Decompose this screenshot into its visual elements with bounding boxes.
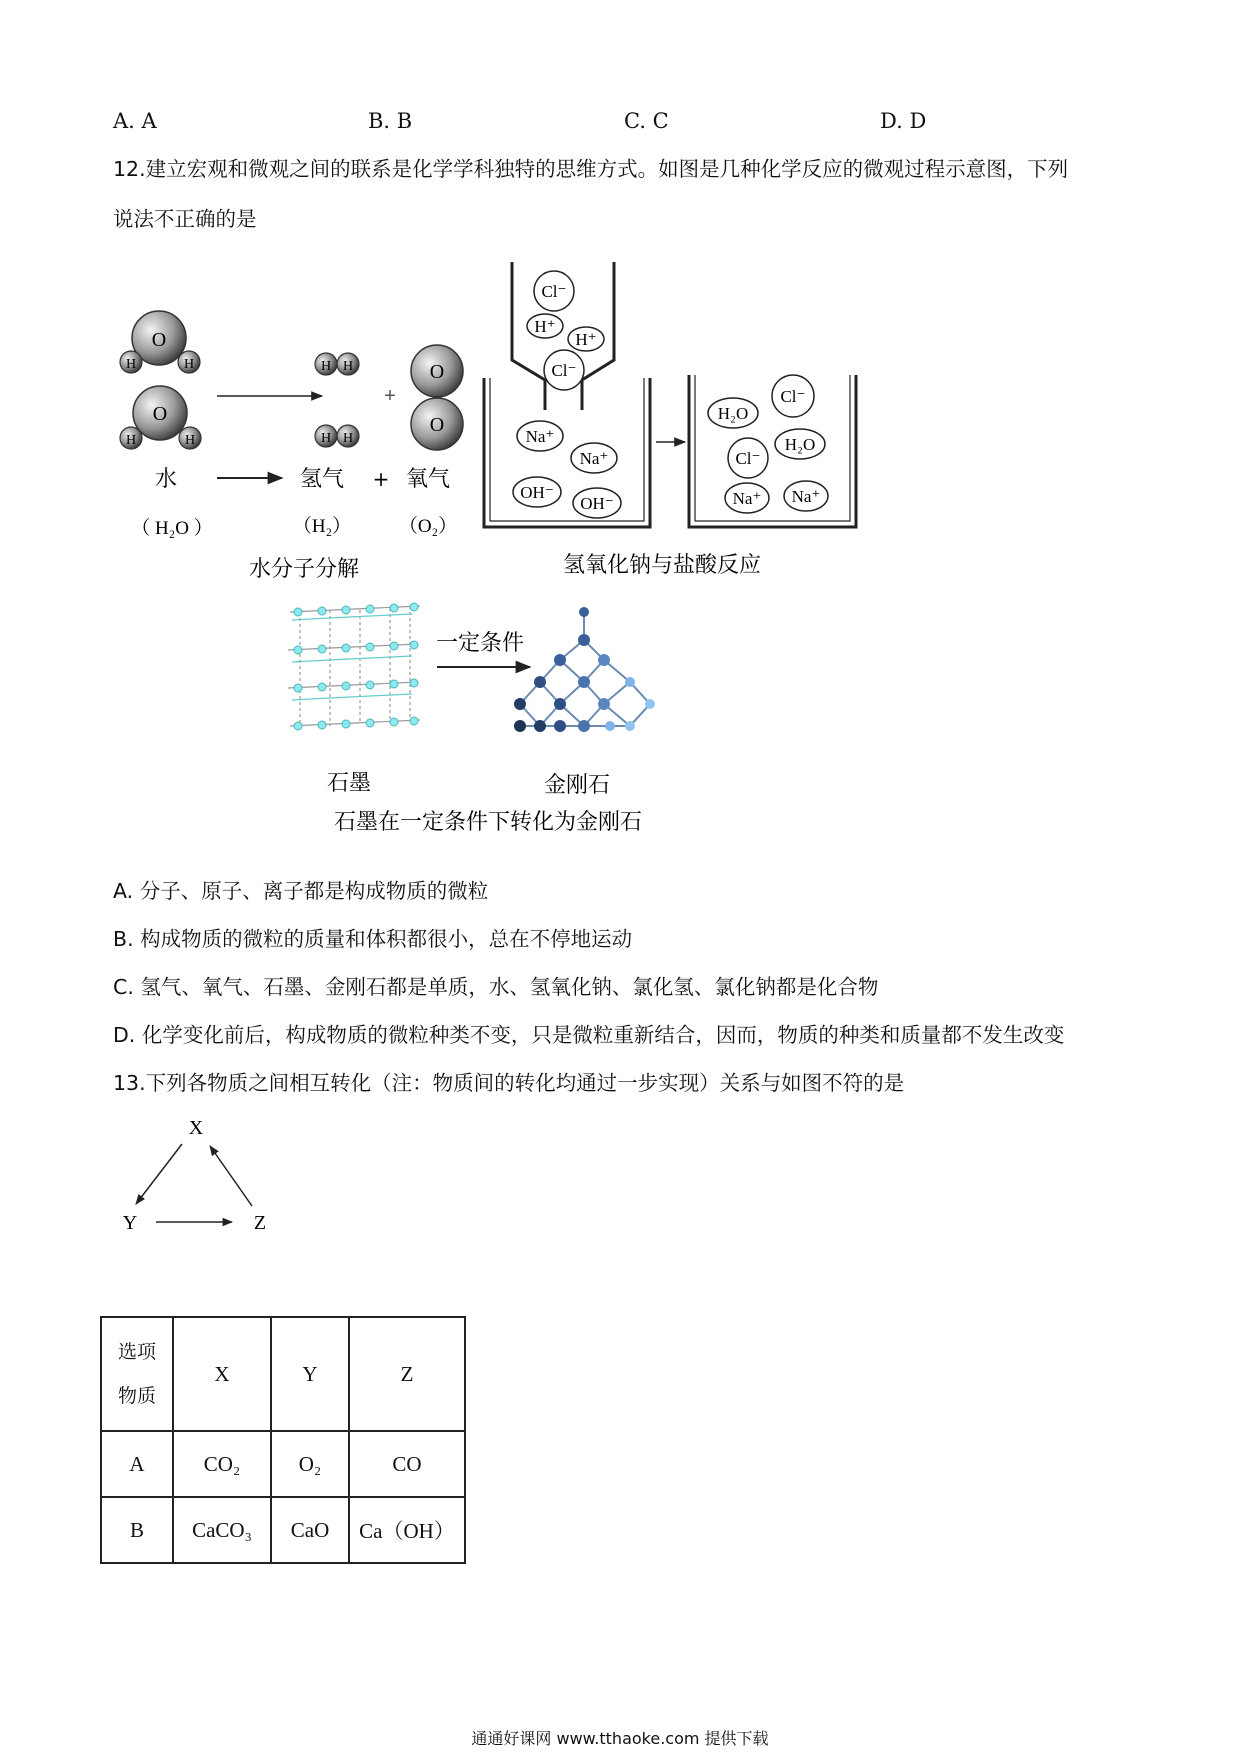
table-header-row bbox=[101, 1317, 465, 1431]
particle-label: Cl⁻ bbox=[735, 449, 761, 468]
table-cell: CaCO₃ bbox=[173, 1497, 271, 1563]
q12-figure bbox=[0, 0, 1240, 860]
table-row bbox=[101, 1497, 465, 1563]
q12-option-a[interactable]: A. 分子、原子、离子都是构成物质的微粒 bbox=[113, 879, 489, 903]
particle-label: Na⁺ bbox=[732, 489, 762, 508]
ion-label: Na⁺ bbox=[525, 427, 555, 446]
caption-water-decomposition: 水分子分解 bbox=[248, 557, 360, 582]
formula-h2o: （ H₂O ） bbox=[131, 518, 213, 539]
q13-stem: 13.下列各物质之间相互转化（注：物质间的转化均通过一步实现）关系与如图不符的是 bbox=[113, 1071, 905, 1095]
atom-label-h: H bbox=[125, 357, 137, 372]
atom-label-o: O bbox=[429, 361, 445, 383]
table-cell: CO₂ bbox=[173, 1431, 271, 1497]
diamond-structure bbox=[520, 612, 650, 726]
q11-option-d[interactable]: D. D bbox=[880, 109, 927, 133]
ion-label: OH⁻ bbox=[520, 483, 554, 502]
table-row bbox=[101, 1431, 465, 1497]
label-diamond: 金刚石 bbox=[543, 773, 611, 798]
label-water: 水 bbox=[154, 467, 178, 492]
node-y: Y bbox=[122, 1212, 138, 1234]
atom-label-o: O bbox=[152, 403, 168, 425]
table-cell: CO bbox=[349, 1431, 465, 1497]
water-molecule-2 bbox=[120, 386, 201, 449]
ion-label: H⁺ bbox=[575, 330, 597, 349]
ion-label: Cl⁻ bbox=[551, 361, 577, 380]
hydrogen-molecule-2 bbox=[315, 425, 359, 447]
row-option: A bbox=[101, 1431, 173, 1497]
atom-label-h: H bbox=[342, 359, 354, 374]
formula-h2: （H₂） bbox=[292, 516, 352, 537]
label-graphite: 石墨 bbox=[326, 771, 372, 796]
beaker-left bbox=[484, 378, 650, 527]
atom-label-o: O bbox=[429, 414, 445, 436]
row-option: B bbox=[101, 1497, 173, 1563]
q11-option-b[interactable]: B. B bbox=[368, 109, 413, 133]
particle-label: Na⁺ bbox=[791, 487, 821, 506]
atom-label-h: H bbox=[320, 359, 332, 374]
q12-stem-line1: 12.建立宏观和微观之间的联系是化学学科独特的思维方式。如图是几种化学反应的微观过程示意图，下列 bbox=[113, 157, 1069, 181]
arrow-z-to-x bbox=[210, 1146, 252, 1206]
atom-label-o: O bbox=[151, 329, 167, 351]
plus-sign-2: + bbox=[372, 467, 390, 491]
table-cell: O₂ bbox=[271, 1431, 349, 1497]
graphite-atoms bbox=[294, 603, 418, 730]
particle-label: Cl⁻ bbox=[780, 387, 806, 406]
label-oxygen: 氧气 bbox=[405, 467, 451, 492]
label-hydrogen: 氢气 bbox=[299, 467, 345, 492]
header-y: Y bbox=[271, 1317, 349, 1431]
atom-label-h: H bbox=[184, 433, 196, 448]
header-corner-cell bbox=[101, 1317, 173, 1431]
q12-stem-line2: 说法不正确的是 bbox=[113, 207, 257, 231]
header-x: X bbox=[173, 1317, 271, 1431]
atom-label-h: H bbox=[183, 357, 195, 372]
arrow-x-to-y bbox=[136, 1144, 182, 1204]
q11-option-c[interactable]: C. C bbox=[624, 109, 669, 133]
atom-label-h: H bbox=[125, 433, 137, 448]
label-condition: 一定条件 bbox=[435, 631, 525, 656]
q12-option-d[interactable]: D. 化学变化前后，构成物质的微粒种类不变，只是微粒重新结合，因而，物质的种类和质量都不发生改变 bbox=[113, 1023, 1065, 1047]
ion-label: Na⁺ bbox=[579, 449, 609, 468]
table-cell: Ca（OH） bbox=[349, 1497, 465, 1563]
q11-option-a[interactable]: A. A bbox=[113, 109, 157, 133]
atom-label-h: H bbox=[320, 431, 332, 446]
table-cell: CaO bbox=[271, 1497, 349, 1563]
water-molecule-1 bbox=[120, 311, 200, 373]
q12-option-c[interactable]: C. 氢气、氧气、石墨、金刚石都是单质，水、氢氧化钠、氯化氢、氯化钠都是化合物 bbox=[113, 975, 879, 999]
q13-diagram bbox=[100, 1110, 300, 1240]
ion-label: Cl⁻ bbox=[541, 282, 567, 301]
page-footer: 通通好课网 www.tthaoke.com 提供下载 bbox=[471, 1729, 769, 1748]
atom-label-h: H bbox=[342, 431, 354, 446]
formula-o2: （O₂） bbox=[398, 516, 458, 537]
caption-naoh-hcl: 氢氧化钠与盐酸反应 bbox=[562, 553, 762, 578]
q13-table bbox=[100, 1316, 466, 1564]
particle-label: H₂O bbox=[717, 404, 749, 423]
caption-graphite-to-diamond: 石墨在一定条件下转化为金刚石 bbox=[333, 810, 643, 835]
graphite-structure bbox=[288, 606, 420, 726]
node-z: Z bbox=[253, 1212, 267, 1234]
particle-label: H₂O bbox=[784, 435, 816, 454]
node-x: X bbox=[188, 1117, 204, 1139]
ion-label: OH⁻ bbox=[580, 494, 614, 513]
header-substance-label: 物质 bbox=[117, 1385, 156, 1407]
oxygen-molecule bbox=[411, 345, 463, 450]
ion-label: H⁺ bbox=[534, 317, 556, 336]
hydrogen-molecule-1 bbox=[315, 353, 359, 375]
header-z: Z bbox=[349, 1317, 465, 1431]
plus-sign: + bbox=[384, 385, 396, 407]
q12-option-b[interactable]: B. 构成物质的微粒的质量和体积都很小，总在不停地运动 bbox=[113, 927, 633, 951]
header-option-label: 选项 bbox=[117, 1341, 156, 1363]
